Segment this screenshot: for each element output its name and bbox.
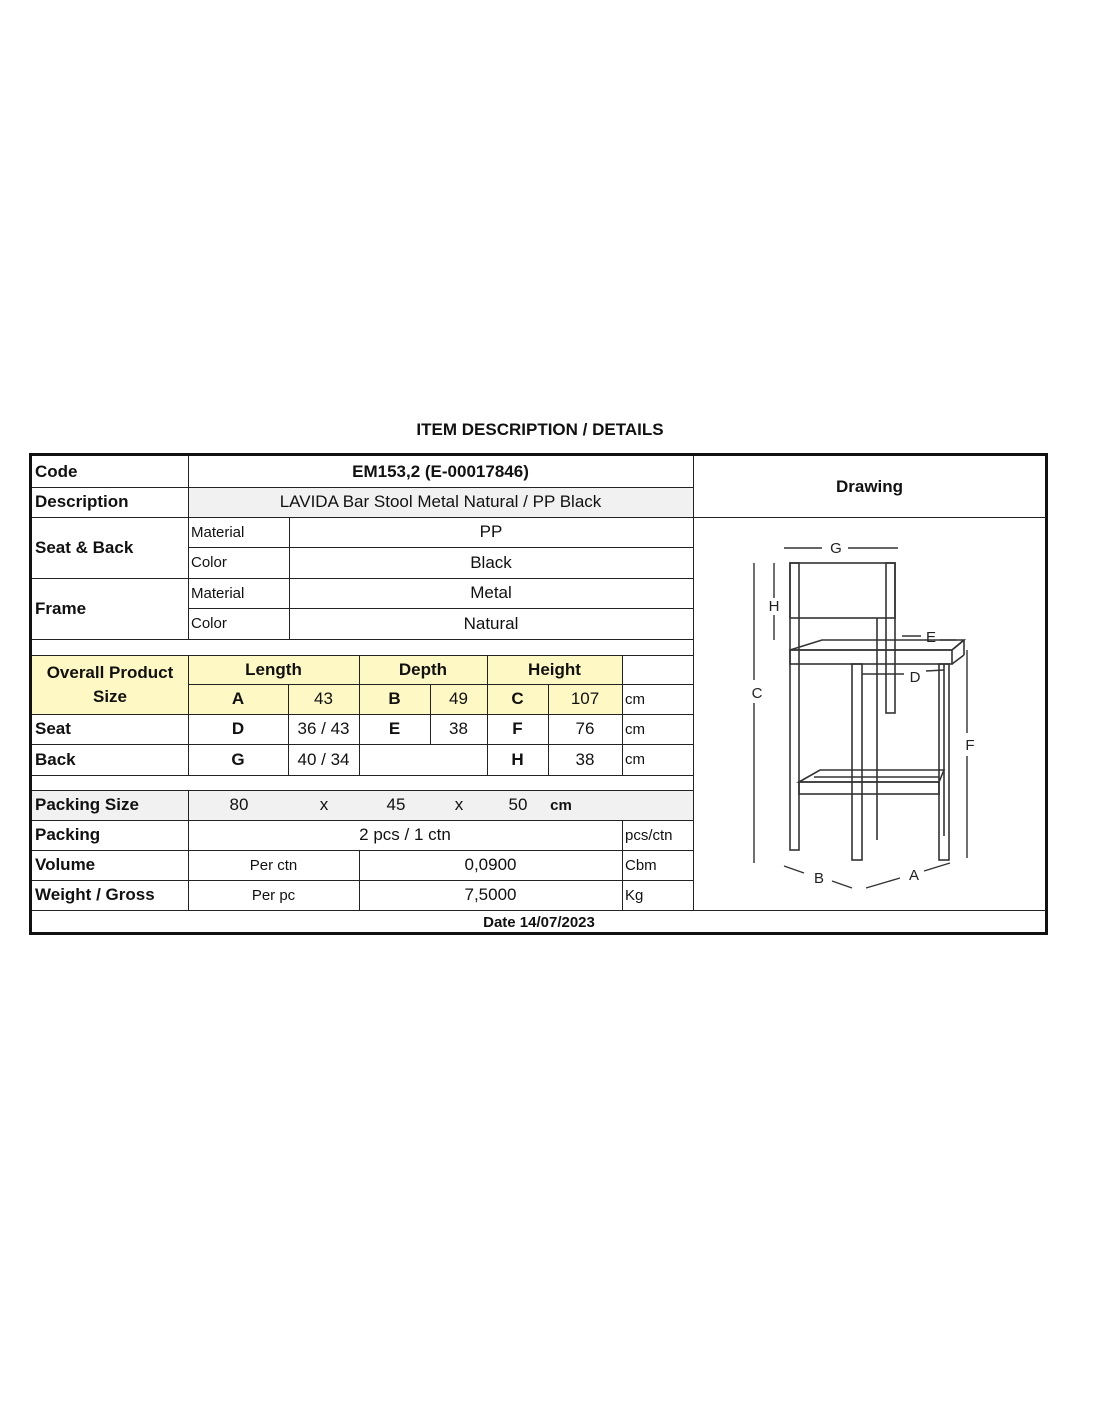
seat-back-material-label: Material bbox=[191, 523, 245, 541]
dim-label-g: G bbox=[830, 540, 842, 557]
overall-size-label-line2: Size bbox=[92, 686, 128, 706]
description-label: Description bbox=[35, 492, 129, 511]
seat-e-value: 38 bbox=[449, 719, 468, 738]
size-unit: cm bbox=[625, 690, 645, 708]
dim-label-h: H bbox=[768, 598, 780, 615]
weight-per: Per pc bbox=[251, 886, 296, 904]
front-left-leg bbox=[852, 664, 862, 860]
footrest bbox=[799, 770, 944, 782]
seat-back-color-label: Color bbox=[191, 554, 227, 571]
frame-color-label: Color bbox=[191, 615, 227, 632]
packing-size-length: 80 bbox=[229, 795, 249, 814]
date-footer: Date 14/07/2023 bbox=[483, 913, 595, 931]
volume-per: Per ctn bbox=[249, 856, 298, 874]
dim-label-a: A bbox=[908, 867, 920, 884]
size-a-value: 43 bbox=[314, 689, 333, 708]
seat-back-color: Black bbox=[470, 552, 512, 572]
dim-label-d: D bbox=[909, 669, 921, 686]
seat-front bbox=[790, 650, 952, 664]
dim-label-e: E bbox=[925, 629, 937, 646]
overall-size-label-line1: Overall Product bbox=[46, 662, 174, 682]
packing-unit: pcs/ctn bbox=[625, 826, 673, 844]
page-title: ITEM DESCRIPTION / DETAILS bbox=[416, 420, 664, 439]
height-header: Height bbox=[528, 659, 581, 679]
code-label: Code bbox=[35, 461, 78, 481]
back-h-value: 38 bbox=[575, 749, 595, 769]
size-b-value: 49 bbox=[449, 689, 468, 708]
size-b-key: B bbox=[388, 689, 401, 708]
packing-size-height: 50 bbox=[508, 795, 528, 814]
frame-material: Metal bbox=[470, 583, 512, 602]
weight-unit: Kg bbox=[625, 886, 644, 904]
grid-line bbox=[32, 775, 693, 776]
back-unit: cm bbox=[625, 751, 645, 768]
seat-back-material: PP bbox=[479, 522, 503, 541]
seat-unit: cm bbox=[625, 720, 645, 738]
back-g-key: G bbox=[231, 749, 245, 769]
seat-f-value: 76 bbox=[575, 719, 595, 738]
seat-label: Seat bbox=[35, 719, 71, 738]
volume-unit: Cbm bbox=[625, 856, 657, 874]
volume-value: 0,0900 bbox=[464, 855, 517, 874]
seat-back-label: Seat & Back bbox=[35, 537, 134, 557]
backrest bbox=[790, 563, 895, 618]
drawing-label: Drawing bbox=[835, 476, 904, 496]
packing-size-width: 45 bbox=[386, 795, 406, 814]
seat-d-value: 36 / 43 bbox=[297, 719, 350, 738]
packing-size-unit: cm bbox=[550, 796, 572, 814]
weight-value: 7,5000 bbox=[464, 885, 517, 904]
bar-stool-drawing bbox=[694, 518, 1046, 910]
packing-size-label: Packing Size bbox=[35, 795, 139, 814]
size-c-key: C bbox=[511, 689, 524, 708]
footrest-front bbox=[799, 782, 939, 794]
weight-label: Weight / Gross bbox=[35, 885, 155, 904]
packing-size-x2: x bbox=[454, 795, 464, 814]
overall-size-label bbox=[32, 655, 188, 714]
description-value: LAVIDA Bar Stool Metal Natural / PP Black bbox=[279, 492, 602, 511]
size-c-value: 107 bbox=[570, 689, 600, 708]
dimension-lines bbox=[751, 548, 967, 888]
seat-f-key: F bbox=[512, 719, 523, 738]
dim-label-f: F bbox=[965, 737, 975, 754]
dim-label-b: B bbox=[813, 870, 825, 887]
frame-color: Natural bbox=[463, 613, 519, 633]
packing-value: 2 pcs / 1 ctn bbox=[359, 825, 451, 844]
frame-material-label: Material bbox=[191, 584, 245, 602]
length-header: Length bbox=[245, 659, 302, 679]
stool-outline bbox=[790, 563, 964, 860]
back-label: Back bbox=[35, 749, 76, 769]
packing-size-x1: x bbox=[319, 795, 329, 814]
dim-label-c: C bbox=[751, 685, 763, 702]
size-a-key: A bbox=[231, 689, 245, 708]
back-h-key: H bbox=[511, 749, 524, 769]
grid-line bbox=[32, 639, 693, 640]
code-value: EM153,2 (E-00017846) bbox=[352, 461, 529, 481]
seat-e-key: E bbox=[388, 719, 401, 738]
back-right-post bbox=[886, 563, 895, 713]
frame-label: Frame bbox=[35, 598, 87, 618]
volume-label: Volume bbox=[35, 855, 96, 874]
packing-label: Packing bbox=[35, 825, 101, 844]
depth-header: Depth bbox=[398, 659, 448, 679]
back-g-value: 40 / 34 bbox=[297, 749, 350, 769]
back-left-post bbox=[790, 563, 799, 850]
seat-d-key: D bbox=[231, 719, 245, 738]
